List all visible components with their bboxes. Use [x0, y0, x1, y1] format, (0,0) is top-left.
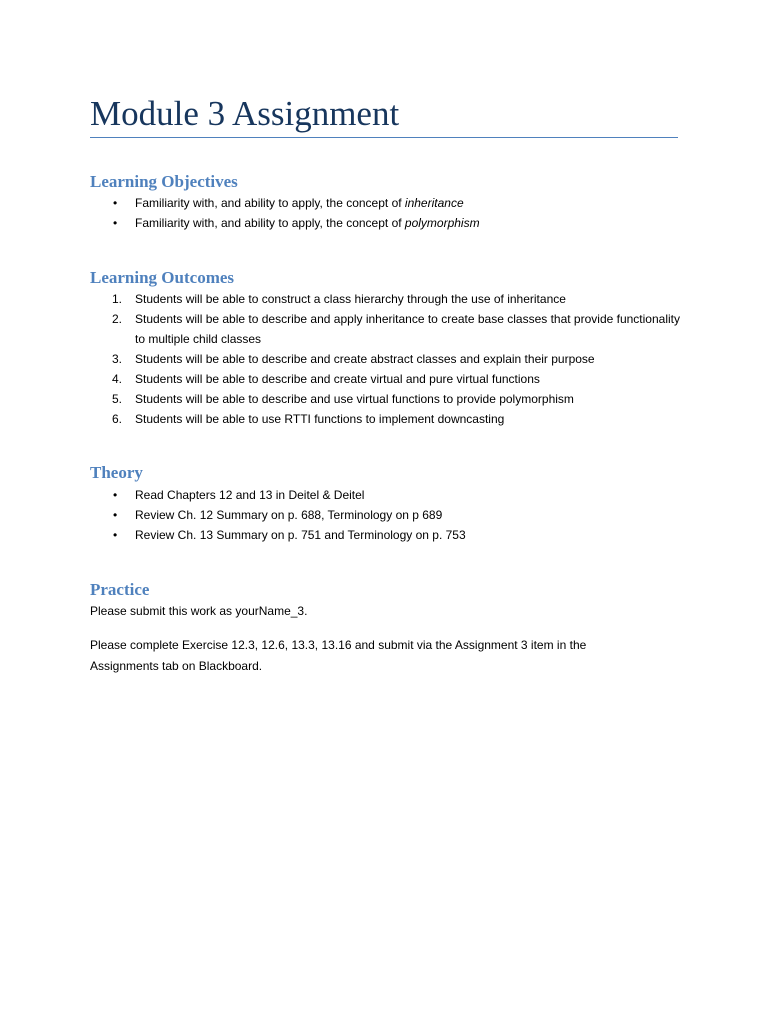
list-item — [90, 409, 690, 429]
list-item — [90, 289, 690, 309]
theory-list — [90, 485, 690, 545]
practice-heading: Practice — [90, 580, 150, 599]
objective-emphasis: polymorphism — [404, 216, 480, 230]
objective-emphasis: inheritance — [404, 196, 464, 210]
outcome-text: Students will be able to construct a class hierarchy through the use of inheritance — [135, 292, 566, 306]
list-item — [90, 193, 690, 213]
outcome-text: Students will be able to use RTTI functions to implement downcasting — [135, 412, 505, 426]
practice-instructions: Please complete Exercise 12.3, 12.6, 13.3, 13.16 and submit via the Assignment 3 item in the Assignments tab on Blackboard. — [90, 638, 587, 673]
list-item — [90, 349, 690, 369]
outcome-text: Students will be able to describe and apply inheritance to create base classes that provide functionality to multiple child classes — [135, 312, 680, 346]
outcome-text: Students will be able to describe and create abstract classes and explain their purpose — [135, 352, 595, 366]
item-number: 6. — [112, 412, 123, 426]
outcome-text: Students will be able to describe and create virtual and pure virtual functions — [135, 372, 540, 386]
learning-outcomes-heading: Learning Outcomes — [90, 268, 235, 287]
learning-objectives-heading: Learning Objectives — [90, 172, 238, 191]
item-number: 1. — [112, 292, 123, 306]
title-divider — [90, 137, 678, 138]
theory-heading: Theory — [90, 463, 143, 482]
objective-text: Familiarity with, and ability to apply, the concept of — [135, 216, 405, 230]
page-title: Module 3 Assignment — [90, 94, 400, 133]
list-item — [90, 369, 690, 389]
list-item — [90, 213, 690, 233]
list-item: • Read Chapters 12 and 13 in Deitel & Deitel — [90, 485, 690, 505]
item-number: 4. — [112, 372, 123, 386]
list-item — [90, 309, 690, 349]
item-number: 2. — [112, 312, 123, 326]
item-number: 3. — [112, 352, 123, 366]
item-number: 5. — [112, 392, 123, 406]
list-item: • Review Ch. 12 Summary on p. 688, Terminology on p 689 — [90, 505, 690, 525]
practice-submit-note: Please submit this work as yourName_3. — [90, 604, 308, 618]
list-item — [90, 389, 690, 409]
learning-objectives-list — [90, 193, 690, 233]
objective-text: Familiarity with, and ability to apply, the concept of — [135, 196, 405, 210]
list-item: • Review Ch. 13 Summary on p. 751 and Terminology on p. 753 — [90, 525, 690, 545]
learning-outcomes-list — [90, 289, 690, 429]
outcome-text: Students will be able to describe and use virtual functions to provide polymorphism — [135, 392, 574, 406]
